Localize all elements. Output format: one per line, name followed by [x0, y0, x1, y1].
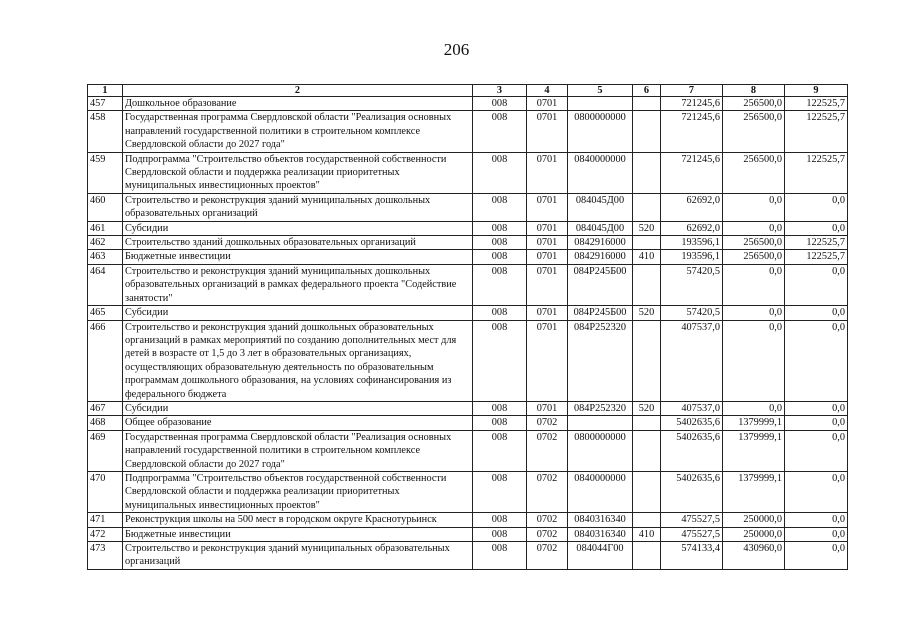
cell-col6	[633, 542, 661, 570]
cell-col5: 0840000000	[568, 152, 633, 193]
cell-col4: 0701	[527, 236, 568, 250]
col-header: 8	[723, 85, 785, 97]
cell-col7: 407537,0	[661, 320, 723, 401]
cell-col4: 0702	[527, 430, 568, 471]
cell-col8: 250000,0	[723, 527, 785, 541]
cell-col5: 0842916000	[568, 236, 633, 250]
row-number: 458	[88, 111, 123, 152]
row-name: Бюджетные инвестиции	[123, 527, 473, 541]
row-name: Строительство и реконструкция зданий муниципальных дошкольных образовательных организаций в рамках федерального проекта "Содействие занятости"	[123, 264, 473, 305]
cell-col7: 193596,1	[661, 236, 723, 250]
cell-col5: 0842916000	[568, 250, 633, 264]
cell-col6	[633, 430, 661, 471]
row-number: 472	[88, 527, 123, 541]
cell-col3: 008	[473, 306, 527, 320]
cell-col9: 0,0	[785, 430, 848, 471]
cell-col4: 0702	[527, 416, 568, 430]
cell-col3: 008	[473, 320, 527, 401]
cell-col4: 0702	[527, 542, 568, 570]
row-number: 468	[88, 416, 123, 430]
cell-col6	[633, 111, 661, 152]
cell-col9: 0,0	[785, 542, 848, 570]
row-name: Строительство зданий дошкольных образовательных организаций	[123, 236, 473, 250]
cell-col8: 256500,0	[723, 97, 785, 111]
cell-col9: 122525,7	[785, 236, 848, 250]
cell-col8: 430960,0	[723, 542, 785, 570]
row-name: Государственная программа Свердловской области "Реализация основных направлений государственной политики в строительном комплексе Свердловской области до 2027 года"	[123, 111, 473, 152]
cell-col4: 0702	[527, 527, 568, 541]
table-row	[88, 250, 848, 264]
cell-col9: 0,0	[785, 221, 848, 235]
cell-col6: 520	[633, 306, 661, 320]
cell-col8: 0,0	[723, 193, 785, 221]
cell-col8: 1379999,1	[723, 416, 785, 430]
cell-col4: 0701	[527, 97, 568, 111]
cell-col7: 57420,5	[661, 306, 723, 320]
cell-col8: 0,0	[723, 320, 785, 401]
row-number: 473	[88, 542, 123, 570]
col-header: 9	[785, 85, 848, 97]
cell-col5	[568, 416, 633, 430]
row-name: Подпрограмма "Строительство объектов государственной собственности Свердловской области и поддержка реализации приоритетных муниципальных инвестиционных проектов"	[123, 152, 473, 193]
cell-col3: 008	[473, 542, 527, 570]
table-row	[88, 111, 848, 152]
cell-col8: 256500,0	[723, 250, 785, 264]
cell-col7: 721245,6	[661, 111, 723, 152]
cell-col8: 0,0	[723, 221, 785, 235]
cell-col3: 008	[473, 416, 527, 430]
cell-col6	[633, 264, 661, 305]
col-header: 6	[633, 85, 661, 97]
cell-col3: 008	[473, 513, 527, 527]
col-header: 7	[661, 85, 723, 97]
cell-col6	[633, 97, 661, 111]
row-number: 465	[88, 306, 123, 320]
cell-col4: 0701	[527, 250, 568, 264]
table-row	[88, 306, 848, 320]
row-number: 459	[88, 152, 123, 193]
cell-col5: 084P252320	[568, 320, 633, 401]
budget-table	[87, 84, 848, 570]
cell-col9: 122525,7	[785, 152, 848, 193]
cell-col3: 008	[473, 221, 527, 235]
row-name: Дошкольное образование	[123, 97, 473, 111]
cell-col7: 574133,4	[661, 542, 723, 570]
cell-col9: 0,0	[785, 264, 848, 305]
cell-col7: 475527,5	[661, 527, 723, 541]
table-row	[88, 542, 848, 570]
cell-col7: 5402635,6	[661, 430, 723, 471]
cell-col7: 62692,0	[661, 193, 723, 221]
cell-col8: 256500,0	[723, 111, 785, 152]
cell-col4: 0702	[527, 471, 568, 512]
cell-col5: 084045Д00	[568, 221, 633, 235]
cell-col4: 0702	[527, 513, 568, 527]
cell-col7: 721245,6	[661, 97, 723, 111]
cell-col9: 0,0	[785, 401, 848, 415]
cell-col9: 122525,7	[785, 97, 848, 111]
cell-col4: 0701	[527, 111, 568, 152]
cell-col3: 008	[473, 401, 527, 415]
cell-col5: 084P252320	[568, 401, 633, 415]
cell-col8: 250000,0	[723, 513, 785, 527]
cell-col3: 008	[473, 236, 527, 250]
row-name: Субсидии	[123, 306, 473, 320]
cell-col6	[633, 416, 661, 430]
row-name: Реконструкция школы на 500 мест в городском округе Краснотурьинск	[123, 513, 473, 527]
cell-col7: 475527,5	[661, 513, 723, 527]
cell-col3: 008	[473, 471, 527, 512]
row-number: 463	[88, 250, 123, 264]
table-row	[88, 221, 848, 235]
table-row	[88, 97, 848, 111]
row-number: 471	[88, 513, 123, 527]
cell-col5: 0840000000	[568, 471, 633, 512]
cell-col7: 193596,1	[661, 250, 723, 264]
cell-col7: 57420,5	[661, 264, 723, 305]
cell-col9: 0,0	[785, 527, 848, 541]
cell-col5	[568, 97, 633, 111]
cell-col7: 407537,0	[661, 401, 723, 415]
table-row	[88, 513, 848, 527]
row-name: Строительство и реконструкция зданий муниципальных образовательных организаций	[123, 542, 473, 570]
cell-col6: 410	[633, 250, 661, 264]
table-row	[88, 430, 848, 471]
row-number: 469	[88, 430, 123, 471]
page-number: 206	[443, 40, 470, 59]
row-number: 467	[88, 401, 123, 415]
cell-col3: 008	[473, 111, 527, 152]
col-header: 1	[88, 85, 123, 97]
row-name: Общее образование	[123, 416, 473, 430]
cell-col9: 0,0	[785, 320, 848, 401]
cell-col5: 0800000000	[568, 430, 633, 471]
cell-col4: 0701	[527, 193, 568, 221]
cell-col8: 256500,0	[723, 152, 785, 193]
row-name: Строительство и реконструкция зданий дошкольных образовательных организаций в рамках мероприятий по созданию дополнительных мест для детей в возрасте от 1,5 до 3 лет в образовательных организациях, осуществляющих образовательную деятельность по образовательным программам дошкольного образования, на условиях софинансирования из федерального бюджета	[123, 320, 473, 401]
cell-col9: 122525,7	[785, 250, 848, 264]
cell-col4: 0701	[527, 221, 568, 235]
cell-col8: 1379999,1	[723, 471, 785, 512]
table-row	[88, 264, 848, 305]
cell-col6: 410	[633, 527, 661, 541]
cell-col6	[633, 193, 661, 221]
table-row	[88, 236, 848, 250]
cell-col6	[633, 152, 661, 193]
cell-col5: 0840316340	[568, 513, 633, 527]
cell-col8: 0,0	[723, 306, 785, 320]
cell-col4: 0701	[527, 152, 568, 193]
cell-col3: 008	[473, 264, 527, 305]
header-row	[88, 85, 848, 97]
cell-col4: 0701	[527, 264, 568, 305]
cell-col6	[633, 471, 661, 512]
cell-col3: 008	[473, 430, 527, 471]
table-row	[88, 401, 848, 415]
cell-col9: 122525,7	[785, 111, 848, 152]
cell-col5: 084044Г00	[568, 542, 633, 570]
cell-col3: 008	[473, 193, 527, 221]
row-name: Строительство и реконструкция зданий муниципальных дошкольных образовательных организаций	[123, 193, 473, 221]
row-number: 460	[88, 193, 123, 221]
row-number: 457	[88, 97, 123, 111]
cell-col6	[633, 320, 661, 401]
cell-col5: 084P245Б00	[568, 306, 633, 320]
cell-col9: 0,0	[785, 193, 848, 221]
table-row	[88, 152, 848, 193]
cell-col3: 008	[473, 97, 527, 111]
cell-col5: 0800000000	[568, 111, 633, 152]
cell-col5: 084045Д00	[568, 193, 633, 221]
row-number: 461	[88, 221, 123, 235]
row-number: 464	[88, 264, 123, 305]
row-name: Бюджетные инвестиции	[123, 250, 473, 264]
cell-col3: 008	[473, 250, 527, 264]
cell-col9: 0,0	[785, 416, 848, 430]
col-header: 4	[527, 85, 568, 97]
table-row	[88, 471, 848, 512]
cell-col9: 0,0	[785, 471, 848, 512]
row-number: 470	[88, 471, 123, 512]
col-header: 5	[568, 85, 633, 97]
cell-col5: 084P245Б00	[568, 264, 633, 305]
cell-col3: 008	[473, 152, 527, 193]
cell-col8: 0,0	[723, 401, 785, 415]
table-row	[88, 416, 848, 430]
cell-col7: 62692,0	[661, 221, 723, 235]
cell-col7: 721245,6	[661, 152, 723, 193]
row-name: Государственная программа Свердловской области "Реализация основных направлений государственной политики в строительном комплексе Свердловской области до 2027 года"	[123, 430, 473, 471]
col-header: 3	[473, 85, 527, 97]
cell-col6	[633, 236, 661, 250]
row-name: Подпрограмма "Строительство объектов государственной собственности Свердловской области и поддержка реализации приоритетных муниципальных инвестиционных проектов"	[123, 471, 473, 512]
row-name: Субсидии	[123, 221, 473, 235]
cell-col6: 520	[633, 401, 661, 415]
cell-col6: 520	[633, 221, 661, 235]
cell-col4: 0701	[527, 306, 568, 320]
cell-col8: 1379999,1	[723, 430, 785, 471]
cell-col8: 256500,0	[723, 236, 785, 250]
cell-col9: 0,0	[785, 513, 848, 527]
cell-col5: 0840316340	[568, 527, 633, 541]
cell-col6	[633, 513, 661, 527]
cell-col7: 5402635,6	[661, 471, 723, 512]
cell-col4: 0701	[527, 401, 568, 415]
table-row	[88, 320, 848, 401]
table-row	[88, 193, 848, 221]
cell-col7: 5402635,6	[661, 416, 723, 430]
cell-col4: 0701	[527, 320, 568, 401]
cell-col3: 008	[473, 527, 527, 541]
cell-col8: 0,0	[723, 264, 785, 305]
col-header: 2	[123, 85, 473, 97]
row-name: Субсидии	[123, 401, 473, 415]
cell-col9: 0,0	[785, 306, 848, 320]
row-number: 462	[88, 236, 123, 250]
table-row	[88, 527, 848, 541]
row-number: 466	[88, 320, 123, 401]
